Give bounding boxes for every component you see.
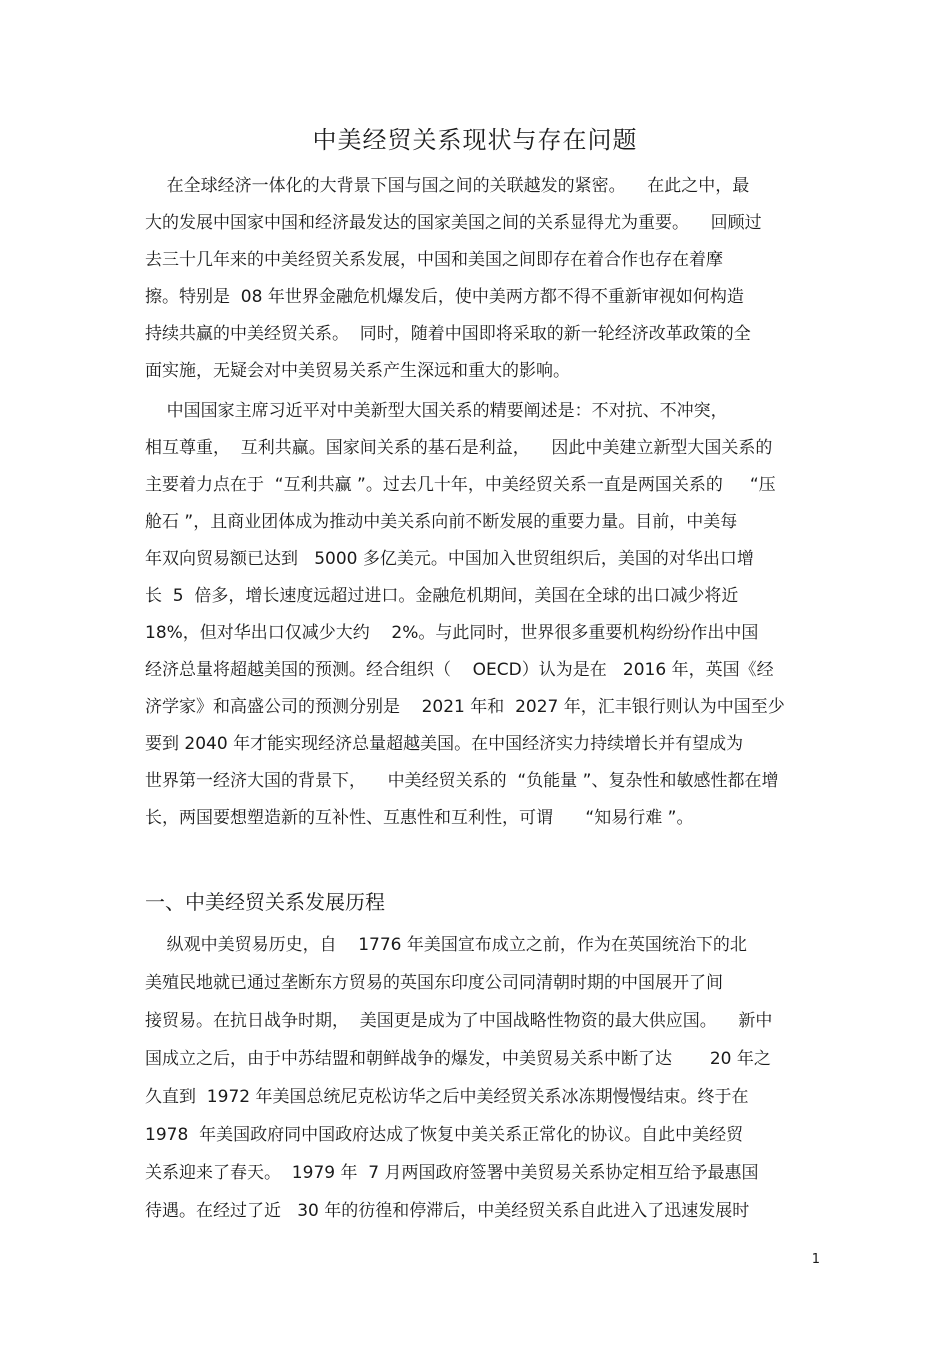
page-number: 1 — [811, 1252, 820, 1267]
text-line: 国成立之后，由于中苏结盟和朝鲜战争的爆发，中美贸易关系中断了达 20 年之 — [145, 1049, 771, 1069]
text-line: 中国国家主席习近平对中美新型大国关系的精要阐述是：不对抗、不冲突， — [145, 401, 728, 421]
text-line: 待遇。在经过了近 30 年的彷徨和停滞后，中美经贸关系自此进入了迅速发展时 — [145, 1201, 750, 1221]
text-line: 美殖民地就已通过垄断东方贸易的英国东印度公司同清朝时期的中国展开了间 — [145, 973, 723, 993]
text-line: 济学家》和高盛公司的预测分别是 2021 年和 2027 年，汇丰银行则认为中国至少 — [145, 697, 785, 717]
text-line: 关系迎来了春天。 1979 年 7 月两国政府签署中美贸易关系协定相互给予最惠国 — [145, 1163, 759, 1183]
section-heading: 一、中美经贸关系发展历程 — [145, 890, 385, 914]
text-line: 久直到 1972 年美国总统尼克松访华之后中美经贸关系冰冻期慢慢结束。终于在 — [145, 1087, 749, 1107]
text-line: 要到 2040 年才能实现经济总量超越美国。在中国经济实力持续增长并有望成为 — [145, 734, 744, 754]
text-line: 纵观中美贸易历史，自 1776 年美国宣布成立之前，作为在英国统治下的北 — [145, 935, 747, 955]
text-line: 年双向贸易额已达到 5000 多亿美元。中国加入世贸组织后，美国的对华出口增 — [145, 549, 754, 569]
text-line: 持续共赢的中美经贸关系。 同时，随着中国即将采取的新一轮经济改革政策的全 — [145, 324, 751, 344]
page-title: 中美经贸关系现状与存在问题 — [312, 126, 638, 154]
text-line: 世界第一经济大国的背景下， 中美经贸关系的 “负能量 ”、复杂性和敏感性都在增 — [145, 771, 779, 791]
text-line: 长 5 倍多，增长速度远超过进口。金融危机期间，美国在全球的出口减少将近 — [145, 586, 739, 606]
text-line: 相互尊重， 互利共赢。国家间关系的基石是利益， 因此中美建立新型大国关系的 — [145, 438, 773, 458]
text-line: 去三十几年来的中美经贸关系发展，中国和美国之间即存在着合作也存在着摩 — [145, 250, 723, 270]
text-line: 舱石 ”，且商业团体成为推动中美关系向前不断发展的重要力量。目前，中美每 — [145, 512, 738, 532]
text-line: 在全球经济一体化的大背景下国与国之间的关联越发的紧密。 在此之中，最 — [145, 176, 750, 196]
text-line: 大的发展中国家中国和经济最发达的国家美国之间的关系显得尤为重要。 回顾过 — [145, 213, 762, 233]
text-line: 主要着力点在于 “互利共赢 ”。过去几十年，中美经贸关系一直是两国关系的 “压 — [145, 475, 776, 495]
text-line: 接贸易。在抗日战争时期， 美国更是成为了中国战略性物资的最大供应国。 新中 — [145, 1011, 773, 1031]
text-line: 经济总量将超越美国的预测。经合组织（ OECD）认为是在 2016 年，英国《经 — [145, 660, 774, 680]
text-line: 1978 年美国政府同中国政府达成了恢复中美关系正常化的协议。自此中美经贸 — [145, 1125, 744, 1145]
text-line: 擦。特别是 08 年世界金融危机爆发后，使中美两方都不得不重新审视如何构造 — [145, 287, 744, 307]
text-line: 18%，但对华出口仅减少大约 2%。与此同时，世界很多重要机构纷纷作出中国 — [145, 623, 759, 643]
text-line: 长，两国要想塑造新的互补性、互惠性和互利性，可谓 “知易行难 ”。 — [145, 808, 694, 828]
text-line: 面实施，无疑会对中美贸易关系产生深远和重大的影响。 — [145, 361, 570, 381]
